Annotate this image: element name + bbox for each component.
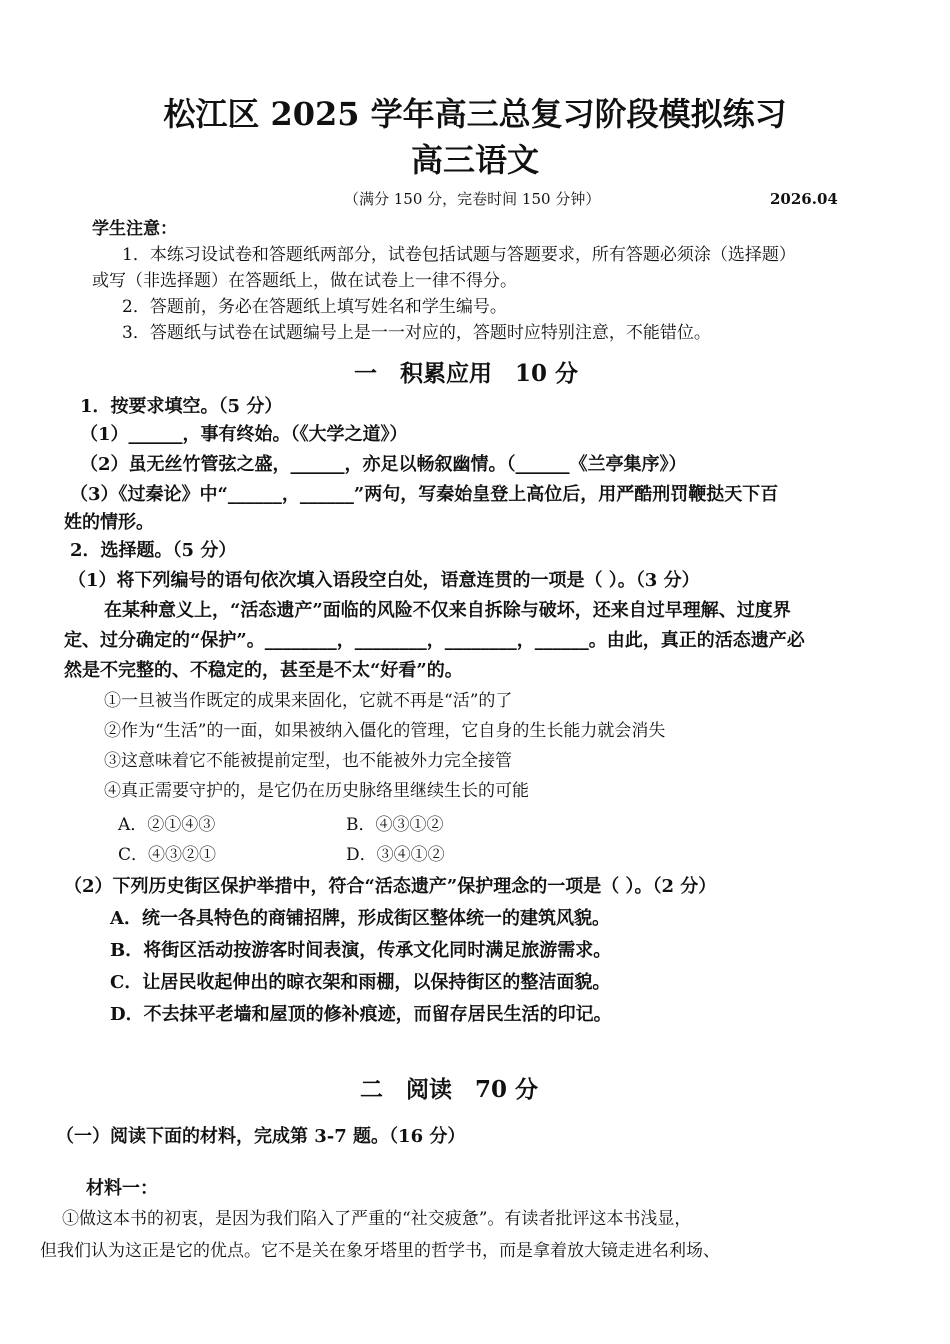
reading-part-1: （一）阅读下面的材料，完成第 3-7 题。（16 分） — [56, 1126, 466, 1147]
q2-part2-option-a: A．统一各具特色的商铺招牌，形成街区整体统一的建筑风貌。 — [110, 908, 610, 929]
notice-heading: 学生注意： — [92, 219, 177, 239]
q1-stem: 1．按要求填空。（5 分） — [80, 396, 283, 417]
q2-sentence-1: ①一旦被当作既定的成果来固化，它就不再是“活”的了 — [104, 691, 513, 711]
material-para-1: ①做这本书的初衷，是因为我们陷入了严重的“社交疲惫”。有读者批评这本书浅显， — [62, 1209, 692, 1229]
score-info: （满分 150 分，完卷时间 150 分钟） — [344, 190, 601, 208]
q2-part2-option-d: D．不去抹平老墙和屋顶的修补痕迹，而留存居民生活的印记。 — [110, 1004, 612, 1025]
q2-sentence-2: ②作为“生活”的一面，如果被纳入僵化的管理，它自身的生长能力就会消失 — [104, 721, 666, 741]
q1-sub1: （1）______，事有终始。（《大学之道》） — [80, 424, 408, 445]
notice-item-2: 2．答题前，务必在答题纸上填写姓名和学生编号。 — [122, 297, 507, 317]
q2-option-c: C．④③②① — [118, 845, 217, 865]
q2-sentence-4: ④真正需要守护的，是它仍在历史脉络里继续生长的可能 — [104, 781, 529, 801]
q2-option-d: D．③④①② — [346, 845, 445, 865]
q2-sentence-3: ③这意味着它不能被提前定型，也不能被外力完全接管 — [104, 751, 512, 771]
notice-item-1-cont: 或写（非选择题）在答题纸上，做在试卷上一律不得分。 — [92, 271, 517, 291]
exam-title: 松江区 2025 学年高三总复习阶段模拟练习 — [163, 95, 787, 133]
notice-item-3: 3．答题纸与试卷在试题编号上是一一对应的，答题时应特别注意，不能错位。 — [122, 323, 711, 343]
q2-part2-option-b: B．将街区活动按游客时间表演，传承文化同时满足旅游需求。 — [110, 940, 612, 961]
exam-date: 2026.04 — [770, 190, 838, 208]
q2-part2-option-c: C．让居民收起伸出的晾衣架和雨棚，以保持街区的整洁面貌。 — [110, 972, 611, 993]
section-1-heading: 一 积累应用 10 分 — [354, 360, 579, 387]
material-label: 材料一： — [86, 1178, 158, 1199]
q2-stem: 2．选择题。（5 分） — [70, 540, 237, 561]
q1-sub3-cont: 姓的情形。 — [64, 512, 154, 533]
material-para-1-cont: 但我们认为这正是它的优点。它不是关在象牙塔里的哲学书，而是拿着放大镜走进名利场、 — [40, 1241, 720, 1261]
q2-passage-line-3: 然是不完整的、不稳定的，甚至是不太“好看”的。 — [64, 660, 463, 681]
q2-option-b: B．④③①② — [346, 815, 444, 835]
section-2-heading: 二 阅读 70 分 — [360, 1076, 539, 1103]
q1-sub3: （3）《过秦论》中“______，______”两句，写秦始皇登上高位后，用严酷刑罚鞭挞天下百 — [70, 484, 779, 505]
q2-passage-line-1: 在某种意义上，“活态遗产”面临的风险不仅来自拆除与破坏，还来自过早理解、过度界 — [104, 600, 791, 621]
q2-part1-stem: （1）将下列编号的语句依次填入语段空白处，语意连贯的一项是（ ）。（3 分） — [68, 570, 700, 591]
q1-sub2: （2）虽无丝竹管弦之盛，______，亦足以畅叙幽情。（______《兰亭集序》） — [80, 454, 687, 475]
notice-item-1: 1．本练习设试卷和答题纸两部分，试卷包括试题与答题要求，所有答题必须涂（选择题） — [122, 245, 796, 265]
exam-subject: 高三语文 — [410, 141, 539, 179]
q2-passage-line-2: 定、过分确定的“保护”。________，________，________，______。由此，真正的活态遗产必 — [64, 630, 805, 651]
q2-option-a: A．②①④③ — [118, 815, 216, 835]
q2-part2-stem: （2）下列历史街区保护举措中，符合“活态遗产”保护理念的一项是（ ）。（2 分） — [64, 876, 717, 897]
